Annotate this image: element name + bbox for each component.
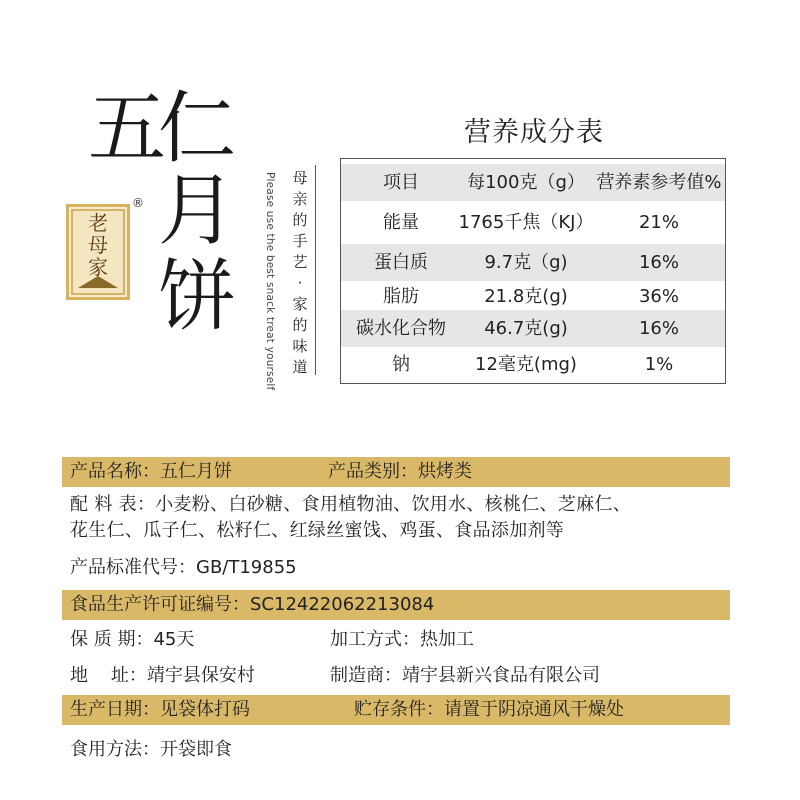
table-row bbox=[341, 244, 725, 281]
production-date: 生产日期：见袋体打码 bbox=[70, 699, 250, 720]
title-char-wu: 五 bbox=[88, 84, 167, 174]
nutrition-title: 营养成分表 bbox=[464, 117, 604, 148]
nutrient-name: 脂肪 bbox=[383, 286, 419, 307]
table-row bbox=[341, 346, 725, 383]
nutrient-amount: 9.7克（g) bbox=[484, 252, 568, 273]
brand-logo bbox=[56, 198, 144, 304]
table-header-row bbox=[341, 164, 725, 201]
slogan-char: 手 bbox=[292, 232, 308, 250]
slogan-char: 味 bbox=[292, 337, 308, 355]
title-char-ren: 仁 bbox=[158, 84, 237, 174]
nutrient-name: 碳水化合物 bbox=[356, 318, 446, 339]
ingredients-line-1: 配 料 表：小麦粉、白砂糖、食用植物油、饮用水、核桃仁、芝麻仁、 bbox=[70, 494, 632, 515]
info-row-ingredients-2 bbox=[62, 516, 730, 546]
nutrient-nrv: 36% bbox=[638, 286, 679, 307]
usage-method: 食用方法：开袋即食 bbox=[70, 739, 232, 760]
title-char-bing: 饼 bbox=[158, 252, 237, 342]
logo-text: 老母家 bbox=[88, 211, 108, 279]
nutrient-name: 蛋白质 bbox=[374, 252, 428, 273]
ingredients-line-2: 花生仁、瓜子仁、松籽仁、红绿丝蜜饯、鸡蛋、食品添加剂等 bbox=[70, 520, 565, 541]
slogan-char: 家 bbox=[292, 295, 308, 313]
nutrient-nrv: 21% bbox=[638, 212, 679, 233]
nutrient-nrv: 16% bbox=[638, 252, 679, 273]
slogan-char: 道 bbox=[292, 358, 308, 376]
slogan-divider bbox=[315, 165, 316, 375]
table-row bbox=[341, 310, 725, 347]
product-category: 产品类别：烘烤类 bbox=[328, 461, 472, 482]
info-row-date bbox=[62, 695, 730, 725]
header-nrv: 营养素参考值% bbox=[596, 172, 722, 193]
slogan-chinese bbox=[289, 168, 311, 378]
info-row-address bbox=[62, 661, 730, 691]
nutrient-nrv: 1% bbox=[644, 354, 674, 375]
header-per100g: 每100克（g） bbox=[467, 172, 585, 193]
table-row bbox=[341, 204, 725, 241]
info-row-name bbox=[62, 457, 730, 487]
title-char-yue: 月 bbox=[158, 166, 237, 256]
nutrient-amount: 46.7克(g) bbox=[484, 318, 568, 339]
nutrient-name: 能量 bbox=[383, 212, 419, 233]
slogan-char: 的 bbox=[292, 211, 308, 229]
nutrient-amount: 21.8克(g) bbox=[484, 286, 568, 307]
header-item: 项目 bbox=[383, 172, 419, 193]
info-row-license bbox=[62, 590, 730, 620]
nutrient-amount: 12毫克(mg) bbox=[475, 354, 577, 375]
product-standard: 产品标准代号：GB/T19855 bbox=[70, 557, 297, 578]
info-row-usage bbox=[62, 735, 730, 765]
production-license: 食品生产许可证编号：SC12422062213084 bbox=[70, 594, 435, 615]
info-row-shelf bbox=[62, 625, 730, 655]
slogan-char: 亲 bbox=[292, 190, 308, 208]
nutrient-nrv: 16% bbox=[638, 318, 679, 339]
slogan-char: 艺 bbox=[292, 253, 308, 271]
slogan-english: Please use the best snack treat yourself bbox=[264, 172, 276, 391]
processing-method: 加工方式：热加工 bbox=[330, 629, 474, 650]
product-name: 产品名称：五仁月饼 bbox=[70, 461, 232, 482]
registered-mark: ® bbox=[132, 196, 144, 210]
shelf-life: 保 质 期：45天 bbox=[70, 629, 195, 650]
nutrient-amount: 1765千焦（KJ） bbox=[458, 212, 594, 233]
info-row-standard bbox=[62, 553, 730, 583]
slogan-char: 母 bbox=[292, 169, 308, 187]
storage-conditions: 贮存条件：请置于阴凉通风干燥处 bbox=[354, 699, 624, 720]
address: 地 址：靖宇县保安村 bbox=[70, 665, 255, 686]
nutrition-table bbox=[340, 158, 726, 384]
manufacturer: 制造商：靖宇县新兴食品有限公司 bbox=[330, 665, 600, 686]
slogan-char: · bbox=[297, 274, 303, 292]
nutrient-name: 钠 bbox=[392, 354, 410, 375]
slogan-char: 的 bbox=[292, 316, 308, 334]
